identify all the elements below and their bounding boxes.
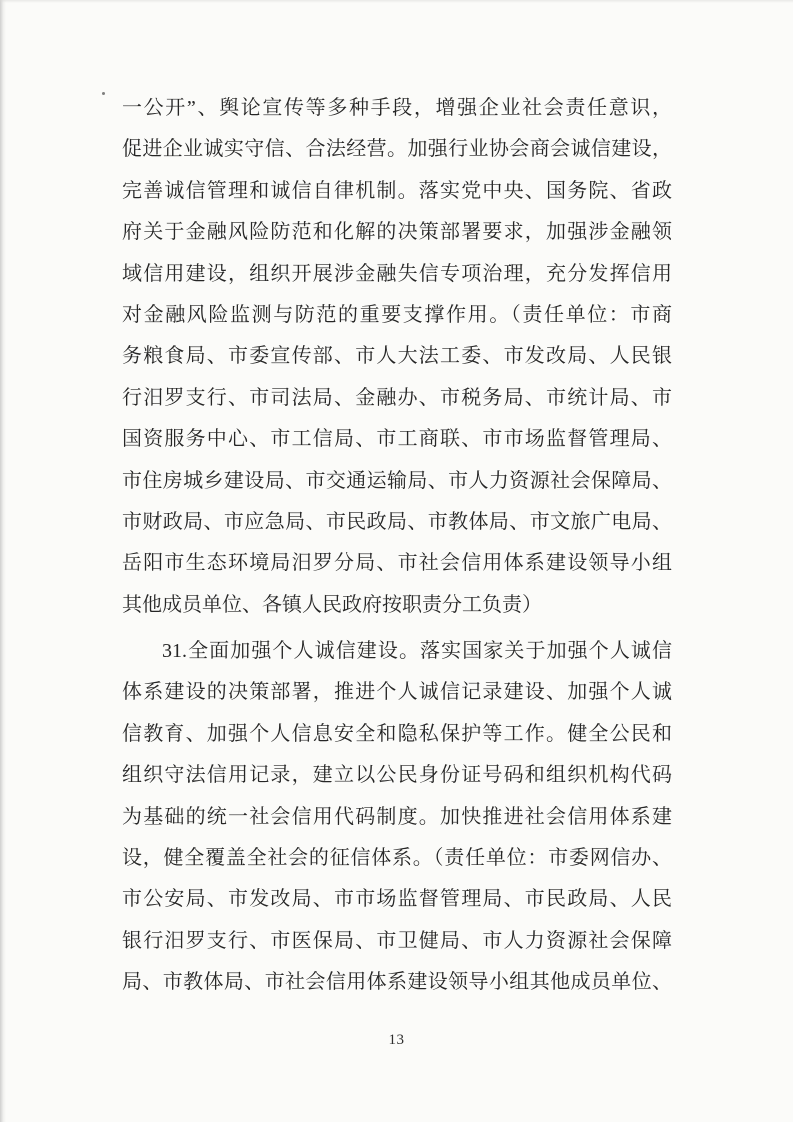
text-line: 促进企业诚实守信、合法经营。加强行业协会商会诚信建设， — [122, 138, 672, 161]
text-line: 其他成员单位、各镇人民政府按职责分工负责） — [122, 593, 542, 616]
text-line: 务粮食局、市委宣传部、市人大法工委、市发改局、人民银 — [122, 345, 672, 368]
text-line: 府关于金融风险防范和化解的决策部署要求，加强涉金融领 — [122, 221, 672, 244]
text-line: 为基础的统一社会信用代码制度。加快推进社会信用体系建 — [122, 805, 672, 828]
text-line: 市住房城乡建设局、市交通运输局、市人力资源社会保障局、 — [122, 469, 672, 492]
text-line: 一公开”、舆论宣传等多种手段，增强企业社会责任意识， — [122, 97, 672, 119]
text-line: 信教育、加强个人信息安全和隐私保护等工作。健全公民和 — [122, 722, 672, 745]
text-line: 市财政局、市应急局、市民政局、市教体局、市文旅广电局、 — [122, 510, 672, 533]
document-body — [122, 88, 672, 1004]
text-line: 市公安局、市发改局、市市场监督管理局、市民政局、人民 — [122, 888, 672, 911]
text-line: 设，健全覆盖全社会的征信体系。（责任单位：市委网信办、 — [122, 847, 672, 870]
paragraph — [122, 88, 672, 626]
text-line: 国资服务中心、市工信局、市工商联、市市场监督管理局、 — [122, 428, 672, 451]
text-line: 行汨罗支行、市司法局、金融办、市税务局、市统计局、市 — [122, 386, 672, 409]
text-line: 域信用建设，组织开展涉金融失信专项治理，充分发挥信用 — [122, 262, 672, 285]
text-line: 岳阳市生态环境局汨罗分局、市社会信用体系建设领导小组 — [122, 552, 672, 575]
text-line: 银行汨罗支行、市医保局、市卫健局、市人力资源社会保障 — [122, 929, 672, 952]
text-line: 对金融风险监测与防范的重要支撑作用。（责任单位：市商 — [122, 303, 672, 326]
scan-top-shadow — [0, 0, 793, 3]
paragraph — [122, 631, 672, 1004]
scan-noise-speck — [102, 92, 105, 95]
text-line: 完善诚信管理和诚信自律机制。落实党中央、国务院、省政 — [122, 179, 672, 202]
text-line: 局、市教体局、市社会信用体系建设领导小组其他成员单位、 — [122, 971, 672, 994]
text-line: 组织守法信用记录，建立以公民身份证号码和组织机构代码 — [122, 764, 672, 787]
text-line: 体系建设的决策部署，推进个人诚信记录建设、加强个人诚 — [122, 681, 672, 704]
scan-edge-shadow — [0, 0, 6, 1122]
text-line: 31.全面加强个人诚信建设。落实国家关于加强个人诚信 — [162, 640, 672, 663]
page-number: 13 — [388, 1032, 405, 1048]
